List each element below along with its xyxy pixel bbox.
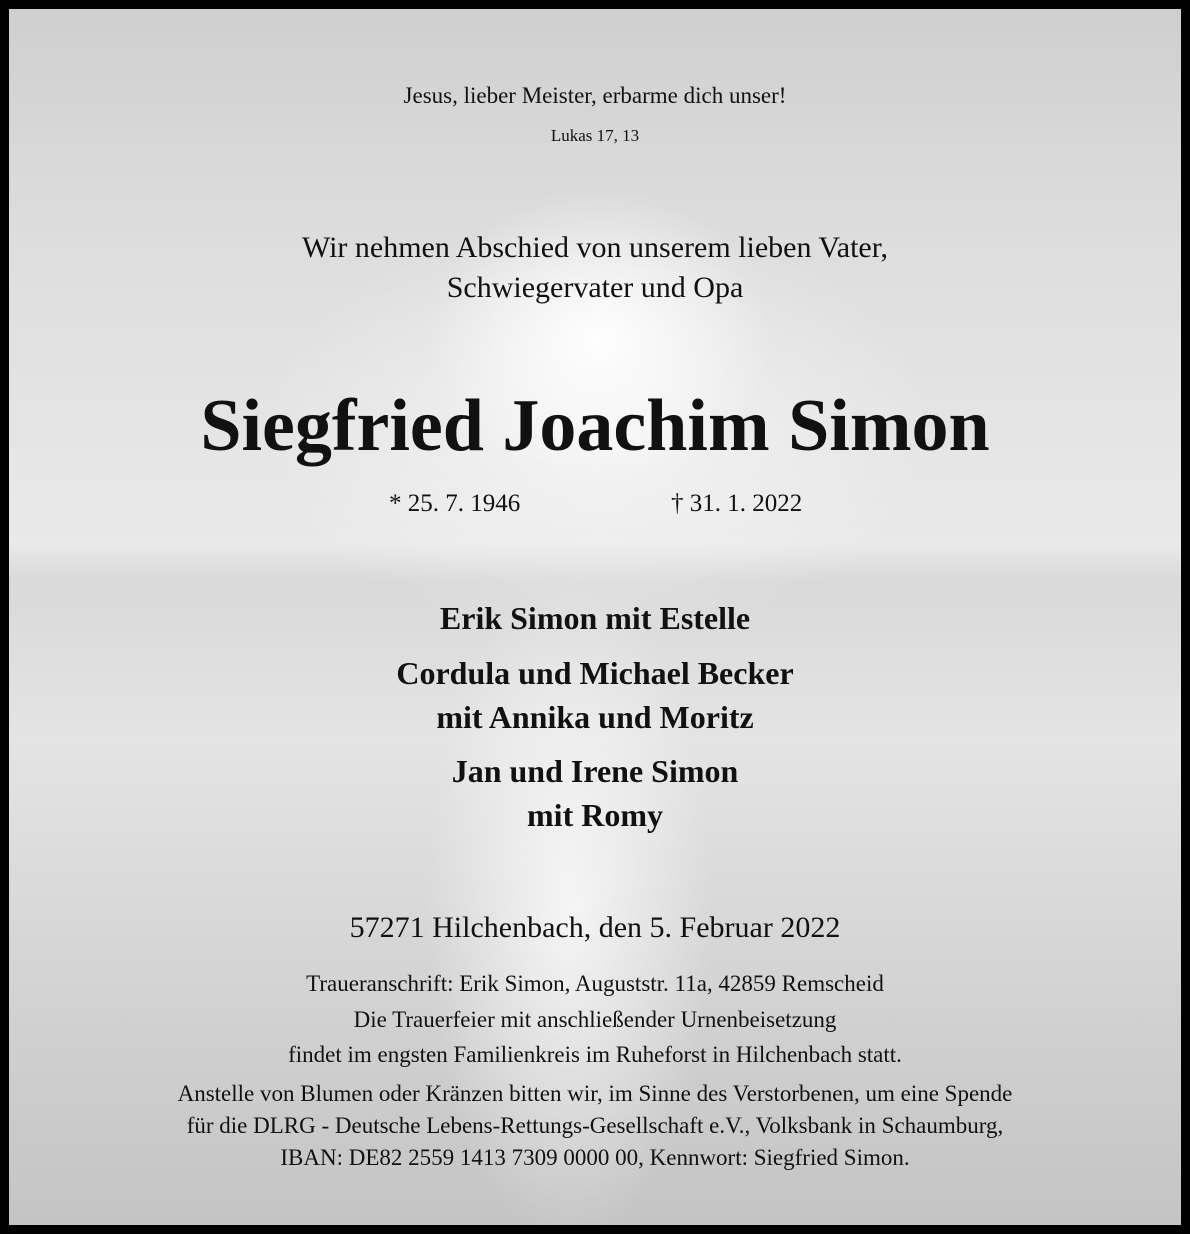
family-member-line: Cordula und Michael Becker: [396, 655, 794, 691]
bible-verse: Jesus, lieber Meister, erbarme dich unser!: [403, 83, 787, 108]
family-member-line: mit Romy: [527, 797, 663, 833]
donation-info-line-3: IBAN: DE82 2559 1413 7309 0000 00, Kennwort: Siegfried Simon.: [280, 1145, 910, 1170]
mourning-address: Traueranschrift: Erik Simon, Auguststr. 11a, 42859 Remscheid: [306, 971, 884, 996]
farewell-intro-line-1: Wir nehmen Abschied von unserem lieben Vater,: [301, 231, 889, 264]
family-member-line: Erik Simon mit Estelle: [439, 600, 751, 636]
donation-info-line-1: Anstelle von Blumen oder Kränzen bitten wir, im Sinne des Verstorbenen, um eine Spende: [177, 1081, 1013, 1106]
bible-verse-reference: Lukas 17, 13: [550, 126, 640, 145]
birth-date: * 25. 7. 1946: [389, 490, 521, 517]
ceremony-info-line-2: findet im engsten Familienkreis im Ruheforst in Hilchenbach statt.: [288, 1042, 902, 1067]
farewell-intro-line-2: Schwiegervater und Opa: [446, 271, 744, 304]
place-and-date: 57271 Hilchenbach, den 5. Februar 2022: [349, 911, 841, 944]
family-member-line: Jan und Irene Simon: [451, 753, 739, 789]
deceased-name: Siegfried Joachim Simon: [200, 385, 990, 467]
death-date: † 31. 1. 2022: [671, 490, 803, 517]
donation-info-line-2: für die DLRG - Deutsche Lebens-Rettungs-Gesellschaft e.V., Volksbank in Schaumburg,: [186, 1113, 1004, 1138]
ceremony-info-line-1: Die Trauerfeier mit anschließender Urnenbeisetzung: [353, 1007, 837, 1032]
family-member-line: mit Annika und Moritz: [436, 699, 754, 735]
